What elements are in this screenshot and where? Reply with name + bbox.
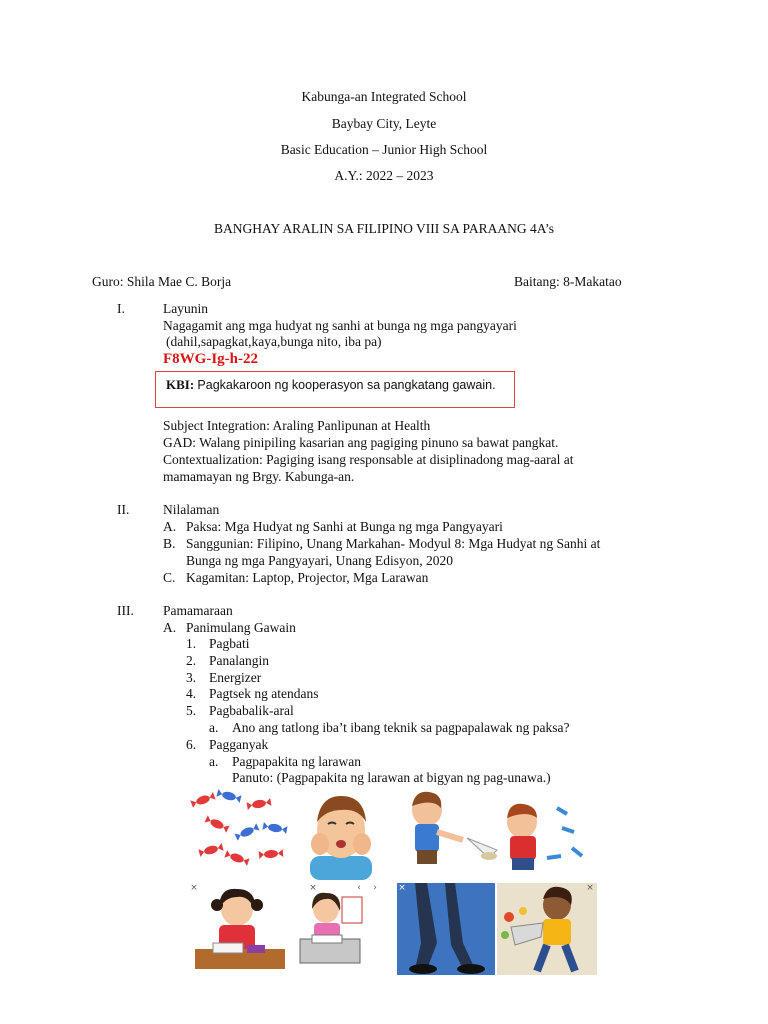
section-title: Nilalaman — [163, 502, 220, 517]
subject-integration: Subject Integration: Araling Panlipunan at Health — [163, 418, 431, 433]
document-title: BANGHAY ARALIN SA FILIPINO VIII SA PARAANG 4A’s — [214, 221, 554, 236]
sanggunian: Sanggunian: Filipino, Unang Markahan- Modyul 8: Mga Hudyat ng Sanhi at — [186, 536, 601, 551]
objective-line: (dahil,sapagkat,kaya,bunga nito, iba pa) — [166, 334, 382, 349]
kbi-box — [155, 371, 515, 408]
list-item: Pagbati — [209, 636, 250, 651]
close-icon[interactable]: × — [586, 883, 594, 893]
grade-section: Baitang: 8-Makatao — [514, 274, 622, 289]
competency-code: F8WG-Ig-h-22 — [163, 351, 258, 367]
close-icon[interactable]: × — [309, 883, 317, 893]
gad-statement: GAD: Walang pinipiling kasarian ang pagiging pinuno sa bawat pangkat. — [163, 435, 559, 450]
section-number: II. — [117, 502, 130, 517]
list-letter: a. — [209, 720, 219, 735]
instructions: Panuto: (Pagpapakita ng larawan at bigyan ng pag-unawa.) — [232, 770, 551, 785]
list-item: Pagganyak — [209, 737, 269, 752]
list-item: Pagbabalik-aral — [209, 703, 294, 718]
list-letter: A. — [163, 519, 177, 534]
list-letter: a. — [209, 754, 219, 769]
toothache-boy-image — [300, 788, 382, 880]
list-letter: C. — [163, 570, 176, 585]
motivation-activity: Pagpapakita ng larawan — [232, 754, 361, 769]
paksa: Paksa: Mga Hudyat ng Sanhi at Bunga ng mga Pangyayari — [186, 519, 503, 534]
teacher-name: Guro: Shila Mae C. Borja — [92, 274, 232, 289]
chevron-left-icon[interactable]: ‹ — [357, 883, 361, 893]
list-letter: B. — [163, 536, 176, 551]
close-icon[interactable]: × — [398, 883, 406, 893]
education-level: Basic Education – Junior High School — [280, 142, 488, 157]
contextualization-cont: mamamayan ng Brgy. Kabunga-an. — [163, 469, 355, 484]
girl-spilling-food-image — [497, 883, 597, 975]
list-number: 6. — [186, 737, 197, 752]
candies-image — [189, 788, 294, 878]
list-letter: A. — [163, 620, 177, 635]
list-item: Energizer — [209, 670, 262, 685]
kbi-text: Pagkakaroon ng kooperasyon sa pangkatang gawain. — [197, 378, 496, 392]
list-number: 5. — [186, 703, 197, 718]
close-icon[interactable]: × — [190, 883, 198, 893]
list-number: 3. — [186, 670, 197, 685]
academic-year: A.Y.: 2022 – 2023 — [334, 168, 434, 183]
candy-icon — [190, 789, 287, 866]
kbi-label: KBI: — [166, 377, 195, 392]
section-title: Pamamaraan — [163, 603, 233, 618]
girl-studying-image — [189, 883, 289, 973]
list-number: 4. — [186, 686, 197, 701]
section-number: III. — [117, 603, 134, 618]
school-location: Baybay City, Leyte — [331, 116, 437, 131]
list-item: Panalangin — [209, 653, 269, 668]
list-item: Pagtsek ng atendans — [209, 686, 319, 701]
sanggunian-cont: Bunga ng mga Pangyayari, Unang Edisyon, 2020 — [186, 553, 453, 568]
chevron-right-icon[interactable]: › — [373, 883, 377, 893]
boy-throwing-trash-image — [397, 788, 597, 878]
section-number: I. — [117, 301, 125, 316]
person-walking-image — [397, 883, 495, 975]
review-question: Ano ang tatlong iba’t ibang teknik sa pagpapalawak ng paksa? — [232, 720, 570, 735]
panimulang-gawain: Panimulang Gawain — [186, 620, 296, 635]
kagamitan: Kagamitan: Laptop, Projector, Mga Larawan — [186, 570, 429, 585]
list-number: 2. — [186, 653, 197, 668]
school-name: Kabunga-an Integrated School — [301, 89, 467, 104]
section-title: Layunin — [163, 301, 208, 316]
contextualization: Contextualization: Pagiging isang responsable at disiplinadong mag-aaral at — [163, 452, 574, 467]
objective-line: Nagagamit ang mga hudyat ng sanhi at bunga ng mga pangyayari — [163, 318, 517, 333]
list-number: 1. — [186, 636, 197, 651]
girl-reading-desk-image — [290, 883, 385, 973]
